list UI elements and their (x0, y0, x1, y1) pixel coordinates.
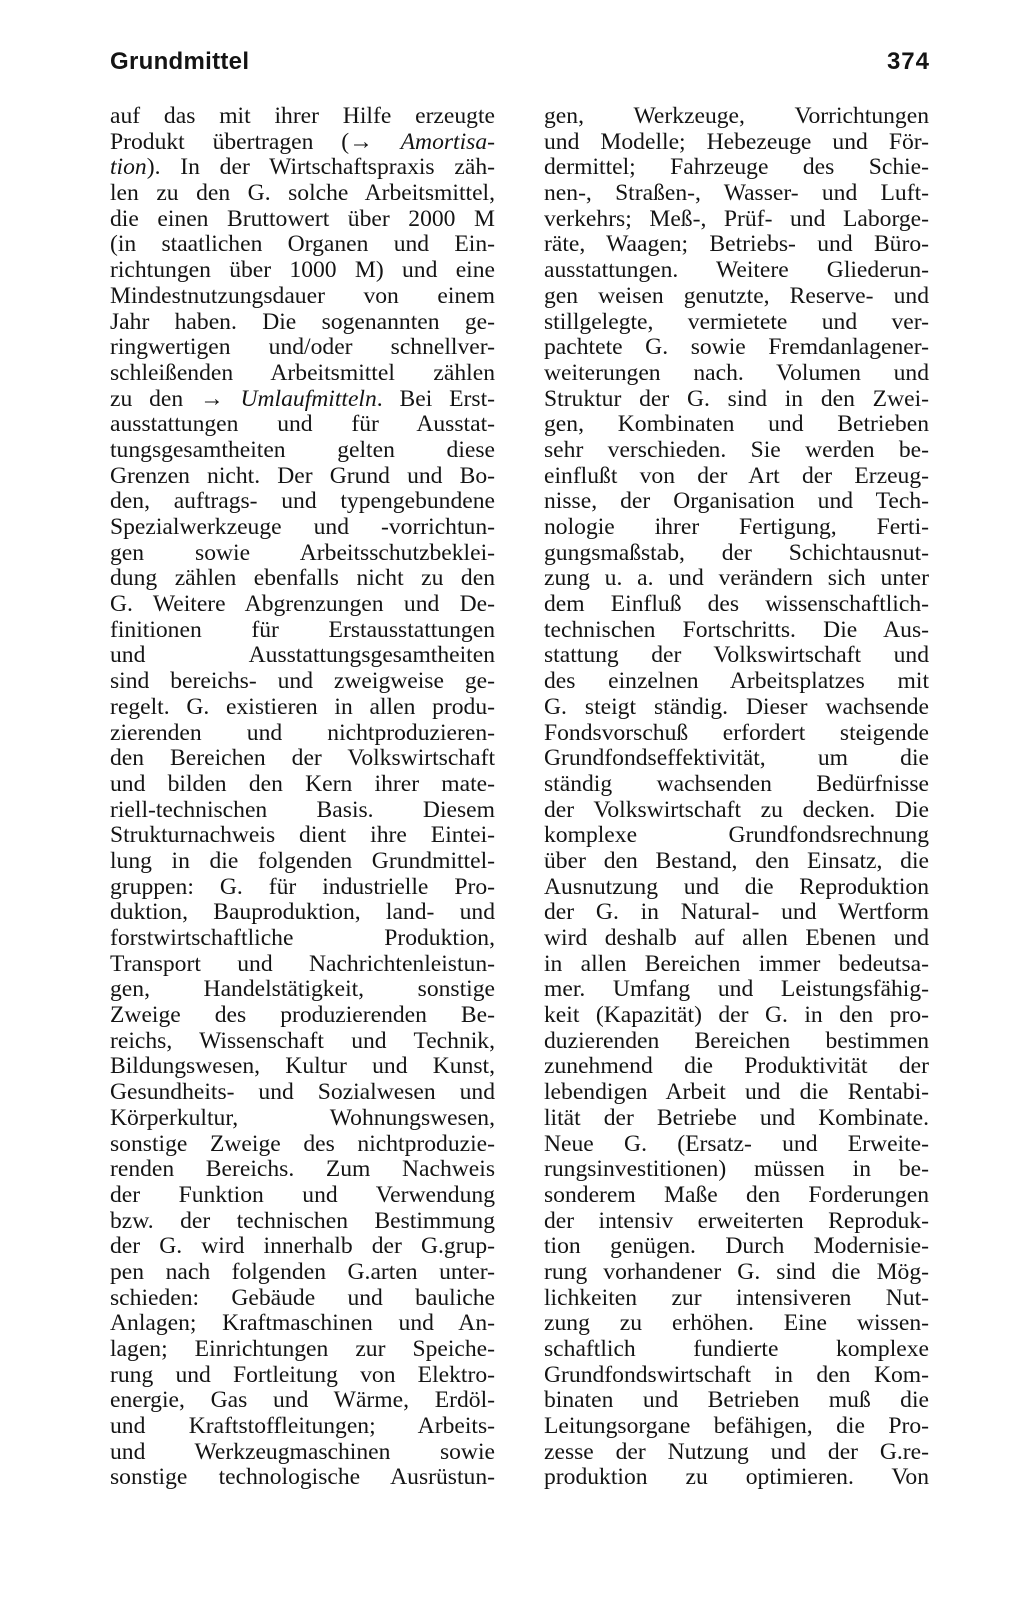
text-line (544, 721, 929, 747)
text-segment: der G. in Natural- und Wertform (544, 899, 929, 926)
text-segment: rungsinvestitionen) müssen in be- (544, 1156, 929, 1183)
text-segment: Struktur der G. sind in den Zwei- (544, 385, 929, 412)
text-line (544, 592, 929, 618)
text-line (110, 566, 495, 592)
italic-reference: Amortisa- (400, 128, 495, 155)
text-line (544, 335, 929, 361)
text-line (544, 130, 929, 156)
text-segment: stattung der Volkswirtschaft und (544, 642, 929, 669)
text-segment: zu den → (110, 385, 241, 412)
italic-reference: Umlaufmitteln (240, 385, 377, 412)
text-segment: lung in die folgenden Grundmittel- (110, 847, 495, 874)
text-segment: Spezialwerkzeuge und -vorrichtun- (110, 514, 495, 540)
text-line (110, 310, 495, 336)
text-line (544, 361, 929, 387)
text-line (544, 515, 929, 541)
text-segment: renden Bereichs. Zum Nachweis (110, 1156, 495, 1183)
text-line (544, 104, 929, 130)
text-segment: gruppen: G. für industrielle Pro- (110, 873, 495, 900)
text-line (544, 1465, 929, 1491)
text-segment: Körperkultur, Wohnungswesen, (110, 1104, 495, 1131)
text-segment: der intensiv erweiterten Reproduk- (544, 1207, 929, 1234)
text-segment: der Funktion und Verwendung (110, 1181, 495, 1208)
text-segment: gen sowie Arbeitsschutzbeklei- (110, 539, 495, 566)
text-line (110, 387, 495, 413)
text-line (110, 1234, 495, 1260)
text-segment: tungsgesamtheiten gelten diese (110, 436, 495, 463)
text-line (544, 438, 929, 464)
text-line (544, 1414, 929, 1440)
text-line (110, 155, 495, 181)
text-segment: gen weisen genutzte, Reserve- und (544, 282, 929, 309)
text-line (110, 798, 495, 824)
text-segment: die einen Bruttowert über 2000 M (110, 205, 495, 232)
text-line (544, 310, 929, 336)
text-segment: Fondsvorschuß erfordert steigende (544, 719, 929, 746)
text-segment: regelt. G. existieren in allen produ- (110, 693, 495, 720)
text-line (544, 155, 929, 181)
text-line (110, 1465, 495, 1491)
text-segment: zung u. a. und verändern sich unter (544, 565, 929, 592)
text-segment: sind bereichs- und zweigweise ge- (110, 668, 495, 695)
text-segment: wird deshalb auf allen Ebenen und (544, 925, 929, 951)
text-line (544, 1029, 929, 1055)
running-head-title: Grundmittel (110, 48, 250, 75)
text-line (544, 823, 929, 849)
text-line (544, 258, 929, 284)
text-segment: schieden: Gebäude und bauliche (110, 1284, 495, 1311)
text-line (110, 1209, 495, 1235)
text-line (544, 284, 929, 310)
text-segment: lagen; Einrichtungen zur Speiche- (110, 1336, 495, 1362)
text-segment: Jahr haben. Die sogenannten ge- (110, 308, 495, 335)
text-segment: lität der Betriebe und Kombinate. (544, 1104, 929, 1131)
text-segment: und Werkzeugmaschinen sowie (110, 1438, 495, 1465)
text-segment: Grenzen nicht. Der Grund und Bo- (110, 462, 495, 489)
text-line (110, 977, 495, 1003)
text-line (544, 1311, 929, 1337)
text-segment: gen, Handelstätigkeit, sonstige (110, 976, 495, 1003)
text-line (544, 1234, 929, 1260)
text-segment: pachtete G. sowie Fremdanlagener- (544, 334, 929, 361)
text-line (110, 232, 495, 258)
text-line (544, 464, 929, 490)
text-line (544, 772, 929, 798)
text-line (544, 849, 929, 875)
text-segment: reichs, Wissenschaft und Technik, (110, 1027, 495, 1054)
text-line (110, 900, 495, 926)
text-line (544, 1183, 929, 1209)
text-line (110, 515, 495, 541)
text-segment: Transport und Nachrichtenleistun- (110, 950, 495, 977)
text-segment: zesse der Nutzung und der G.re- (544, 1438, 929, 1465)
text-segment: sonstige Zweige des nichtproduzie- (110, 1130, 495, 1157)
text-segment: auf das mit ihrer Hilfe erzeugte (110, 103, 495, 129)
text-segment: Bildungswesen, Kultur und Kunst, (110, 1053, 495, 1080)
text-segment: ringwertigen und/oder schnellver- (110, 334, 495, 361)
text-line (544, 1080, 929, 1106)
text-segment: gungsmaßstab, der Schichtausnut- (544, 539, 929, 566)
text-segment: Zweige des produzierenden Be- (110, 1002, 495, 1029)
right-text-column (544, 104, 929, 1491)
text-segment: tion genügen. Durch Modernisie- (544, 1233, 929, 1260)
text-line (110, 1414, 495, 1440)
text-line (544, 952, 929, 978)
text-segment: einflußt von der Art der Erzeug- (544, 462, 929, 489)
text-segment: der G. wird innerhalb der G.grup- (110, 1233, 495, 1260)
text-line (544, 1363, 929, 1389)
text-segment: richtungen über 1000 M) und eine (110, 257, 495, 284)
text-line (110, 464, 495, 490)
text-line (544, 1003, 929, 1029)
text-line (110, 438, 495, 464)
text-line (110, 1106, 495, 1132)
text-line (544, 541, 929, 567)
text-segment: riell-technischen Basis. Diesem (110, 796, 495, 823)
text-line (544, 566, 929, 592)
text-line (110, 1029, 495, 1055)
text-line (110, 823, 495, 849)
text-line (110, 592, 495, 618)
text-line (544, 387, 929, 413)
text-line (544, 643, 929, 669)
text-line (110, 618, 495, 644)
text-segment: und Kraftstoffleitungen; Arbeits- (110, 1413, 495, 1440)
text-line (110, 1311, 495, 1337)
text-segment: Mindestnutzungsdauer von einem (110, 282, 495, 309)
text-segment: duzierenden Bereichen bestimmen (544, 1027, 929, 1054)
text-segment: und Ausstattungsgesamtheiten (110, 642, 495, 669)
text-line (110, 207, 495, 233)
text-segment: dermittel; Fahrzeuge des Schie- (544, 154, 929, 181)
text-segment: sonstige technologische Ausrüstun- (110, 1464, 495, 1491)
text-line (110, 489, 495, 515)
text-segment: Strukturnachweis dient ihre Eintei- (110, 822, 495, 849)
text-line (110, 541, 495, 567)
text-line (110, 130, 495, 156)
text-segment: schleißenden Arbeitsmittel zählen (110, 359, 495, 386)
text-segment: stillgelegte, vermietete und ver- (544, 308, 929, 335)
text-line (544, 875, 929, 901)
text-line (110, 695, 495, 721)
text-line (110, 1337, 495, 1363)
text-segment: pen nach folgenden G.arten unter- (110, 1258, 495, 1285)
text-segment: über den Bestand, den Einsatz, die (544, 847, 929, 874)
text-segment: der Volkswirtschaft zu decken. Die (544, 796, 929, 823)
text-segment: energie, Gas und Wärme, Erdöl- (110, 1387, 495, 1414)
text-segment: des einzelnen Arbeitsplatzes mit (544, 668, 929, 695)
text-segment: duktion, Bauproduktion, land- und (110, 899, 495, 926)
text-segment: gen, Kombinaten und Betrieben (544, 411, 929, 438)
text-segment: len zu den G. solche Arbeitsmittel, (110, 180, 495, 207)
text-segment: gen, Werkzeuge, Vorrichtungen (544, 103, 929, 129)
text-segment: technischen Fortschritts. Die Aus- (544, 616, 929, 643)
text-segment: räte, Waagen; Betriebs- und Büro- (544, 231, 929, 258)
text-line (110, 1440, 495, 1466)
text-segment: sonderem Maße den Forderungen (544, 1181, 929, 1208)
text-line (110, 952, 495, 978)
text-segment: Anlagen; Kraftmaschinen und An- (110, 1310, 495, 1337)
text-line (544, 798, 929, 824)
text-segment: sehr verschieden. Sie werden be- (544, 436, 929, 463)
text-line (544, 1440, 929, 1466)
text-line (544, 618, 929, 644)
text-line (544, 1132, 929, 1158)
page-header (110, 48, 930, 88)
text-line (544, 1337, 929, 1363)
text-segment: zunehmend die Produktivität der (544, 1053, 929, 1080)
text-segment: (in staatlichen Organen und Ein- (110, 231, 495, 258)
text-line (110, 1388, 495, 1414)
text-segment: forstwirtschaftliche Produktion, (110, 925, 495, 951)
text-segment: G. Weitere Abgrenzungen und De- (110, 591, 495, 618)
text-line (110, 849, 495, 875)
text-line (110, 104, 495, 130)
text-segment: Gesundheits- und Sozialwesen und (110, 1079, 495, 1106)
text-line (544, 207, 929, 233)
text-line (110, 284, 495, 310)
text-segment: finitionen für Erstausstattungen (110, 616, 495, 643)
text-line (544, 746, 929, 772)
text-line (110, 669, 495, 695)
text-line (110, 1363, 495, 1389)
text-line (110, 361, 495, 387)
text-line (110, 1132, 495, 1158)
text-segment: Grundfondswirtschaft in den Kom- (544, 1361, 929, 1388)
text-segment: in allen Bereichen immer bedeutsa- (544, 950, 929, 977)
text-segment: und bilden den Kern ihrer mate- (110, 770, 495, 797)
text-line (544, 181, 929, 207)
page-number: 374 (886, 48, 930, 75)
text-line (110, 1157, 495, 1183)
text-line (544, 232, 929, 258)
text-segment: nologie ihrer Fertigung, Ferti- (544, 514, 929, 540)
text-line (110, 643, 495, 669)
text-line (110, 1286, 495, 1312)
text-segment: Leitungsorgane befähigen, die Pro- (544, 1413, 929, 1440)
text-segment: schaftlich fundierte komplexe (544, 1336, 929, 1362)
text-line (544, 412, 929, 438)
text-line (110, 1080, 495, 1106)
text-segment: nen-, Straßen-, Wasser- und Luft- (544, 180, 929, 207)
text-segment: ). In der Wirtschaftspraxis zäh- (146, 154, 495, 181)
text-segment: ausstattungen. Weitere Gliederun- (544, 257, 929, 284)
text-segment: lichkeiten zur intensiveren Nut- (544, 1284, 929, 1311)
text-line (544, 695, 929, 721)
text-segment: Grundfondseffektivität, um die (544, 745, 929, 772)
text-line (544, 900, 929, 926)
text-line (110, 1260, 495, 1286)
text-segment: dung zählen ebenfalls nicht zu den (110, 565, 495, 592)
text-line (544, 1260, 929, 1286)
text-segment: Neue G. (Ersatz- und Erweite- (544, 1130, 929, 1157)
text-segment: Produkt übertragen (→ (110, 128, 401, 155)
text-segment: binaten und Betrieben muß die (544, 1387, 929, 1414)
text-segment: verkehrs; Meß-, Prüf- und Laborge- (544, 205, 929, 232)
text-segment: dem Einfluß des wissenschaftlich- (544, 591, 929, 618)
text-line (544, 1209, 929, 1235)
text-line (544, 1106, 929, 1132)
text-segment: zierenden und nichtproduzieren- (110, 719, 495, 746)
text-segment: komplexe Grundfondsrechnung (544, 822, 929, 849)
text-line (544, 669, 929, 695)
text-line (544, 977, 929, 1003)
text-line (544, 1286, 929, 1312)
text-line (110, 335, 495, 361)
text-segment: zung zu erhöhen. Eine wissen- (544, 1310, 929, 1337)
text-line (110, 412, 495, 438)
text-line (110, 926, 495, 952)
text-line (110, 258, 495, 284)
text-segment: keit (Kapazität) der G. in den pro- (544, 1002, 929, 1029)
text-line (544, 489, 929, 515)
text-line (544, 1388, 929, 1414)
text-segment: weiterungen nach. Volumen und (544, 359, 929, 386)
text-segment: den Bereichen der Volkswirtschaft (110, 745, 495, 772)
left-text-column (110, 104, 495, 1491)
text-segment: nisse, der Organisation und Tech- (544, 488, 929, 515)
text-line (110, 875, 495, 901)
text-segment: den, auftrags- und typengebundene (110, 488, 495, 515)
text-segment: G. steigt ständig. Dieser wachsende (544, 693, 929, 720)
text-line (110, 1003, 495, 1029)
text-segment: rung und Fortleitung von Elektro- (110, 1361, 495, 1388)
text-segment: Ausnutzung und die Reproduktion (544, 873, 929, 900)
text-segment: . Bei Erst- (376, 385, 495, 412)
text-segment: produktion zu optimieren. Von (544, 1464, 929, 1491)
text-line (110, 721, 495, 747)
text-line (110, 746, 495, 772)
text-line (110, 772, 495, 798)
text-segment: ständig wachsenden Bedürfnisse (544, 770, 929, 797)
text-line (110, 1054, 495, 1080)
text-line (544, 1054, 929, 1080)
text-line (110, 181, 495, 207)
text-segment: rung vorhandener G. sind die Mög- (544, 1258, 929, 1285)
text-line (544, 1157, 929, 1183)
text-segment: ausstattungen und für Ausstat- (110, 411, 495, 438)
text-line (544, 926, 929, 952)
text-segment: lebendigen Arbeit und die Rentabi- (544, 1079, 929, 1106)
text-segment: mer. Umfang und Leistungsfähig- (544, 976, 929, 1003)
italic-reference: tion (110, 154, 147, 181)
text-segment: und Modelle; Hebezeuge und För- (544, 128, 929, 155)
text-segment: bzw. der technischen Bestimmung (110, 1207, 495, 1234)
text-line (110, 1183, 495, 1209)
